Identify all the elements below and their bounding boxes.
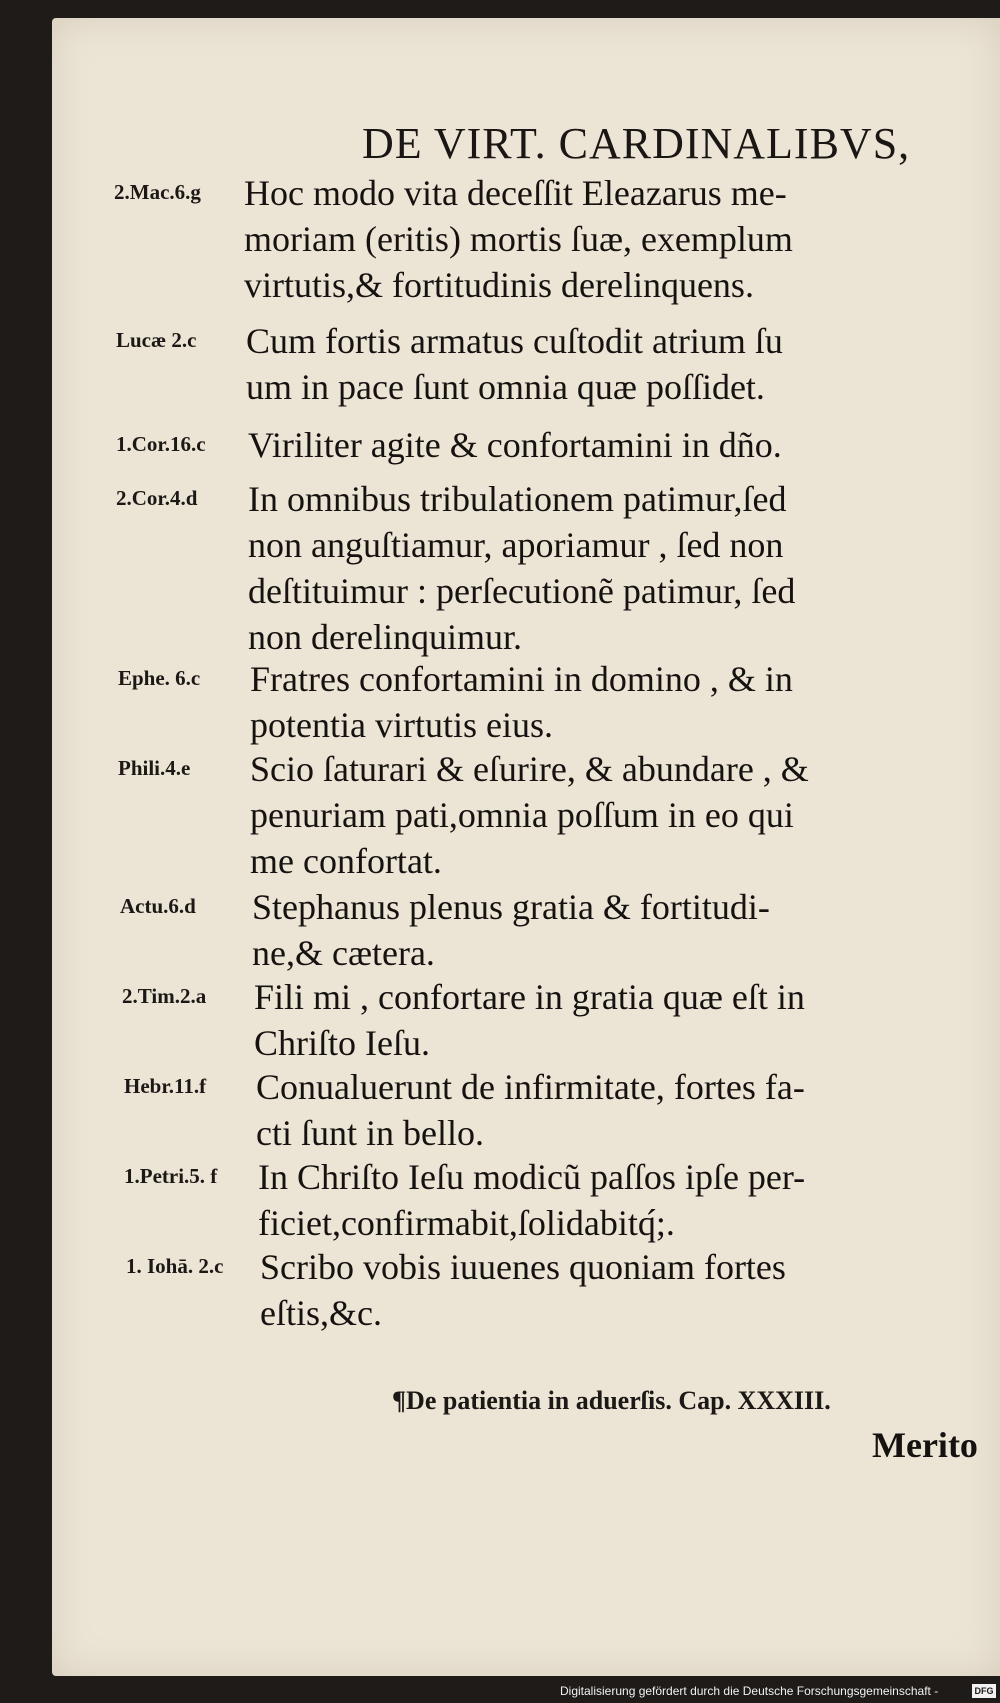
chapter-heading: ¶De patientia in aduerſis. Cap. XXXIII.	[392, 1386, 831, 1415]
entry-line: In omnibus tribulationem patimur,ſed	[248, 479, 787, 519]
entry-line: ne,& cætera.	[252, 933, 435, 973]
entry-line: Scio ſaturari & eſurire, & abundare , &	[250, 749, 809, 789]
entry-line: Fratres confortamini in domino , & in	[250, 659, 793, 699]
entry-line: penuriam pati,omnia poſſum in eo qui	[250, 795, 794, 835]
entry-line: moriam (eritis) mortis ſuæ, exemplum	[244, 219, 793, 259]
entry-line: Cum fortis armatus cuſtodit atrium ſu	[246, 321, 783, 361]
margin-reference: 2.Mac.6.g	[114, 180, 201, 204]
margin-reference: 2.Tim.2.a	[122, 984, 207, 1008]
entry-line: Fili mi , confortare in gratia quæ eſt in	[254, 977, 805, 1017]
entry-line: Chriſto Ieſu.	[254, 1023, 430, 1063]
entry-line: me confortat.	[250, 841, 442, 881]
margin-reference: Phili.4.e	[118, 756, 191, 780]
entry-line: um in pace ſunt omnia quæ poſſidet.	[246, 367, 765, 407]
entry-line: In Chriſto Ieſu modicũ paſſos ipſe per-	[258, 1157, 806, 1197]
entry-line: Stephanus plenus gratia & fortitudi-	[252, 887, 770, 927]
entry-line: Viriliter agite & confortamini in dño.	[248, 425, 782, 465]
margin-reference: 1.Petri.5. f	[124, 1164, 218, 1188]
running-header: DE VIRT. CARDINALIBVS,	[362, 119, 911, 168]
margin-reference: 1. Iohā. 2.c	[126, 1254, 224, 1278]
entry-line: virtutis,& fortitudinis derelinquens.	[244, 265, 754, 305]
margin-reference: 2.Cor.4.d	[116, 486, 198, 510]
margin-reference: Actu.6.d	[120, 894, 196, 918]
entry-line: cti ſunt in bello.	[256, 1113, 484, 1153]
margin-reference: Lucæ 2.c	[116, 328, 197, 352]
catchword: Merito	[872, 1425, 978, 1465]
margin-reference: Hebr.11.f	[124, 1074, 207, 1098]
book-page	[52, 18, 1000, 1676]
entry-line: deſtituimur : perſecutionẽ patimur, ſed	[248, 571, 796, 611]
entry-line: eſtis,&c.	[260, 1293, 382, 1333]
entry-line: potentia virtutis eius.	[250, 705, 553, 745]
entry-line: Scribo vobis iuuenes quoniam fortes	[260, 1247, 786, 1287]
entry-line: ficiet,confirmabit,ſolidabitq́;.	[258, 1203, 675, 1243]
entry-line: non anguſtiamur, aporiamur , ſed non	[248, 525, 784, 565]
entry-line: Hoc modo vita deceſſit Eleazarus me-	[244, 173, 787, 213]
margin-reference: Ephe. 6.c	[118, 666, 201, 690]
margin-reference: 1.Cor.16.c	[116, 432, 206, 456]
digitization-credit: Digitalisierung gefördert durch die Deutsche Forschungsgemeinschaft -	[560, 1684, 939, 1698]
entry-line: non derelinquimur.	[248, 617, 522, 657]
entry-line: Conualuerunt de infirmitate, fortes fa-	[256, 1067, 805, 1107]
dfg-logo: DFG	[972, 1684, 996, 1698]
